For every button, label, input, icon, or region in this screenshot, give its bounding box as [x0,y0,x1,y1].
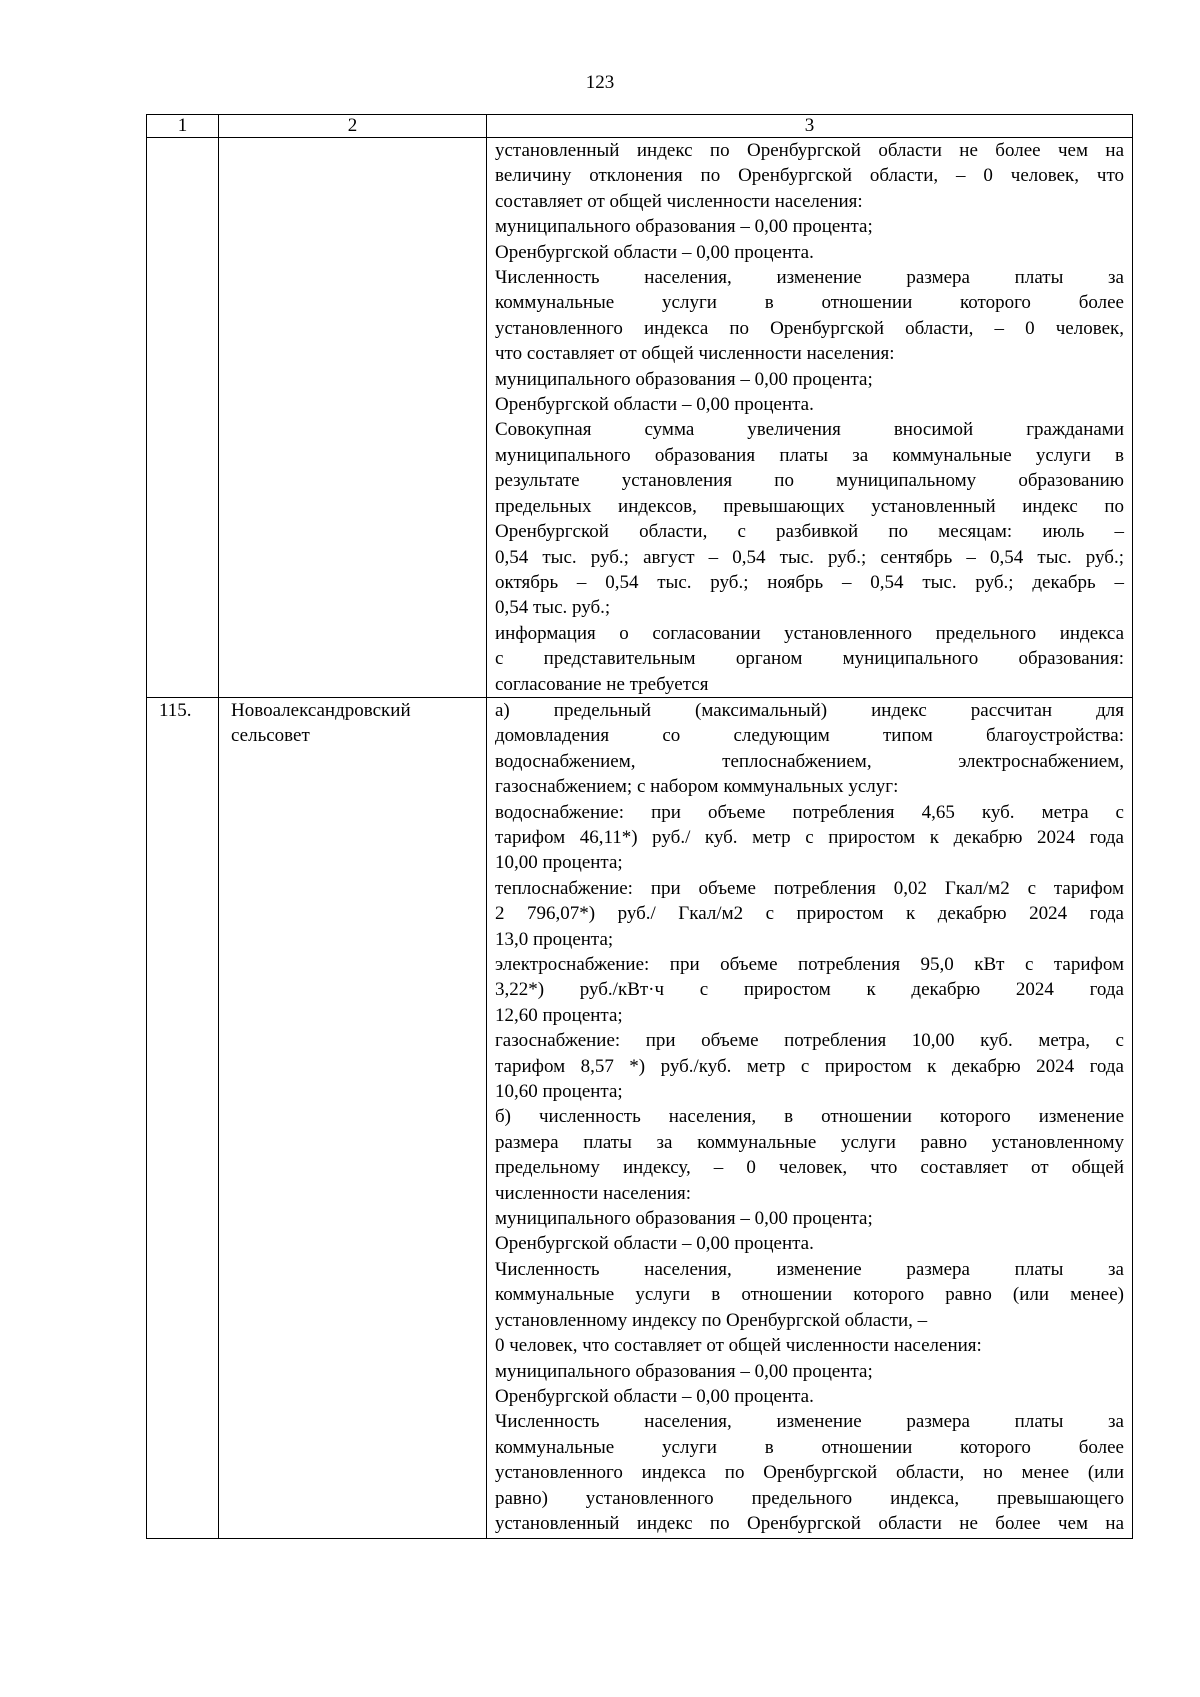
header-col-3: 3 [487,115,1133,138]
municipality-name: Новоалександровский сельсовет [219,697,487,1538]
description-line: Оренбургской области, с разбивкой по месяцам: июль – [495,521,1124,543]
description-line: а) предельный (максимальный) индекс рассчитан для [495,699,1124,721]
description-line: равно) установленного предельного индекса, превышающего [495,1487,1124,1509]
description-line: б) численность населения, в отношении которого изменение [495,1106,1124,1128]
header-col-1: 1 [147,115,219,138]
description-line: 10,00 процента; [495,852,623,874]
description-line: водоснабжением, теплоснабжением, электроснабжением, [495,750,1124,772]
description-line: муниципального образования платы за коммунальные услуги в [495,444,1124,466]
description-line: муниципального образования – 0,00 процента; [495,216,873,238]
description-line: муниципального образования – 0,00 процента; [495,368,873,390]
description-line: водоснабжение: при объеме потребления 4,65 куб. метра с [495,801,1124,823]
page-number: 123 [585,72,615,93]
description-line: 0,54 тыс. руб.; [495,597,611,619]
description-line: численности населения: [495,1182,692,1204]
description-line: установленного индекса по Оренбургской области, – 0 человек, [495,317,1124,339]
header-col-2: 2 [219,115,487,138]
description-line: размера платы за коммунальные услуги равно установленному [495,1131,1124,1153]
description-line: газоснабжением; с набором коммунальных услуг: [495,776,899,798]
table-row [147,138,1133,698]
row-description [487,138,1133,698]
description-line: установленного индекса по Оренбургской области, но менее (или [495,1462,1124,1484]
description-line: предельных индексов, превышающих установленный индекс по [495,495,1124,517]
row-description [487,697,1133,1538]
description-line: 13,0 процента; [495,928,614,950]
description-line: составляет от общей численности населения: [495,190,863,212]
description-line: установленному индексу по Оренбургской области, – [495,1309,928,1331]
description-line: 0,54 тыс. руб.; август – 0,54 тыс. руб.; сентябрь – 0,54 тыс. руб.; [495,546,1124,568]
description-line: муниципального образования – 0,00 процента; [495,1360,873,1382]
description-line: тарифом 46,11*) руб./ куб. метр с приростом к декабрю 2024 года [495,826,1124,848]
description-line: домовладения со следующим типом благоустройства: [495,725,1124,747]
description-line: информация о согласовании установленного предельного индекса [495,622,1124,644]
description-line: электроснабжение: при объеме потребления 95,0 кВт с тарифом [495,954,1124,975]
description-line: газоснабжение: при объеме потребления 10,00 куб. метра, с [495,1030,1124,1052]
row-number: 115. [147,697,219,1538]
description-line: 2 796,07*) руб./ Гкал/м2 с приростом к декабрю 2024 года [495,903,1124,925]
row-number [147,138,219,698]
description-line: результате установления по муниципальному образованию [495,470,1124,492]
description-line: коммунальные услуги в отношении которого более [495,1436,1124,1458]
description-line: муниципального образования – 0,00 процента; [495,1208,873,1230]
description-line: что составляет от общей численности населения: [495,343,895,365]
tariff-table [146,114,1133,1539]
description-line: установленный индекс по Оренбургской области не более чем на [495,1512,1124,1534]
description-line: Оренбургской области – 0,00 процента. [495,241,814,263]
table-header-row [147,115,1133,138]
description-line: величину отклонения по Оренбургской области, – 0 человек, что [495,165,1124,187]
description-line: октябрь – 0,54 тыс. руб.; ноябрь – 0,54 тыс. руб.; декабрь – [495,571,1124,593]
description-line: установленный индекс по Оренбургской области не более чем на [495,140,1124,161]
description-line: Численность населения, изменение размера платы за [495,1411,1124,1433]
description-line: 0 человек, что составляет от общей численности населения: [495,1335,982,1357]
description-line: 10,60 процента; [495,1081,623,1103]
description-line: Численность населения, изменение размера платы за [495,1258,1124,1280]
description-line: Оренбургской области – 0,00 процента. [495,1385,814,1407]
description-line: Оренбургской области – 0,00 процента. [495,1233,814,1255]
description-line: коммунальные услуги в отношении которого более [495,292,1124,314]
description-line: теплоснабжение: при объеме потребления 0,02 Гкал/м2 с тарифом [495,877,1124,899]
description-line: 3,22*) руб./кВт·ч с приростом к декабрю 2024 года [495,979,1124,1001]
description-line: согласование не требуется [495,673,709,695]
municipality-name [219,138,487,698]
description-line: предельному индексу, – 0 человек, что составляет от общей [495,1157,1124,1179]
description-line: Совокупная сумма увеличения вносимой гражданами [495,419,1124,441]
description-line: Оренбургской области – 0,00 процента. [495,394,814,416]
table-row [147,697,1133,1538]
description-line: 12,60 процента; [495,1004,623,1026]
description-line: с представительным органом муниципального образования: [495,648,1124,670]
description-line: коммунальные услуги в отношении которого равно (или менее) [495,1284,1124,1306]
description-line: Численность населения, изменение размера платы за [495,267,1124,289]
description-line: тарифом 8,57 *) руб./куб. метр с приростом к декабрю 2024 года [495,1055,1124,1077]
